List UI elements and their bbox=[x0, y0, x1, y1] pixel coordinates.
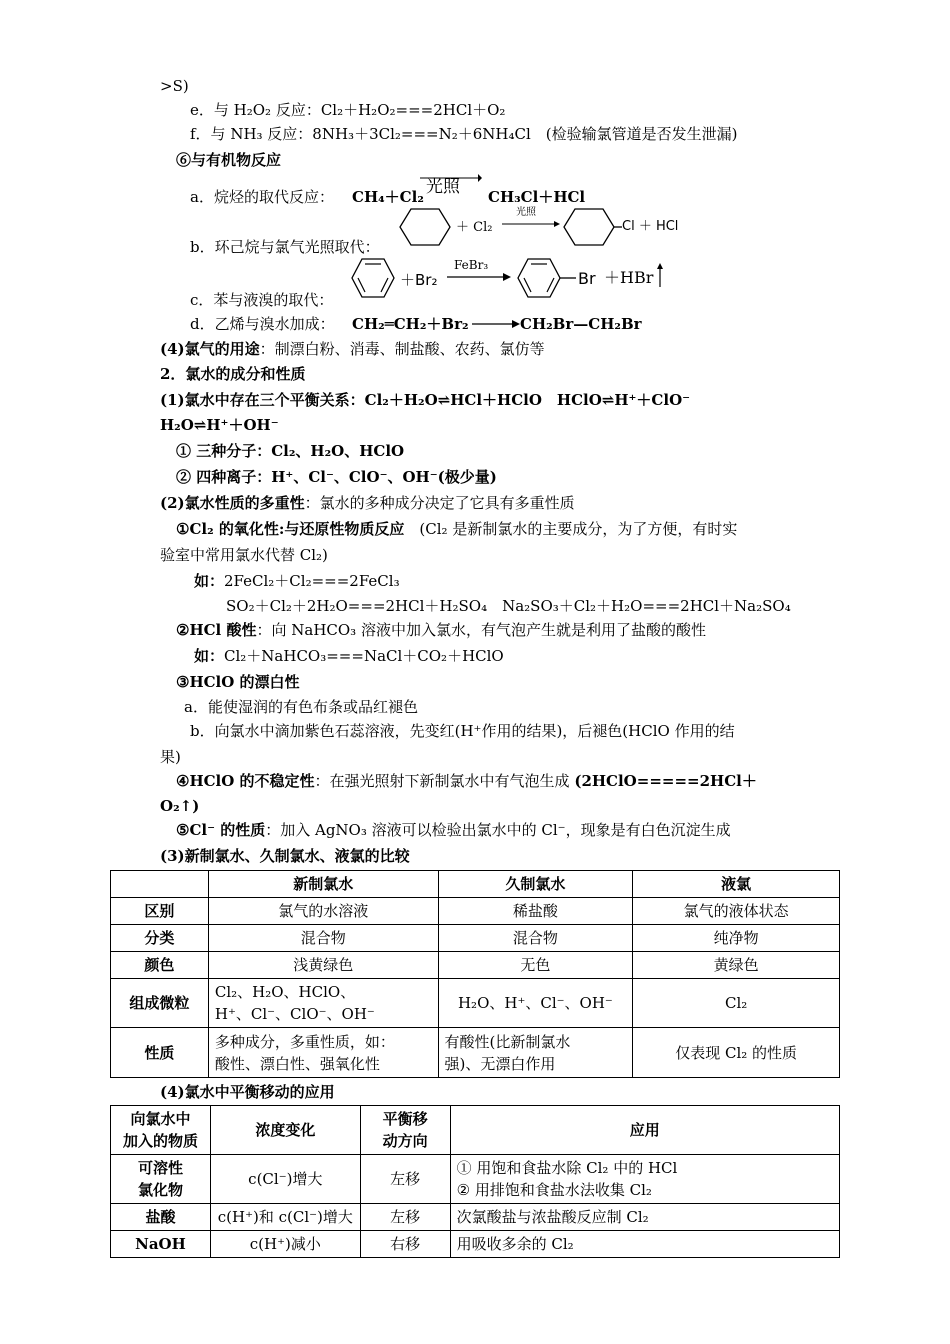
table-header-row bbox=[111, 871, 840, 898]
text-line: d．乙烯与溴水加成： bbox=[190, 315, 335, 333]
text-line: ② 四种离子：H⁺、Cl⁻、ClO⁻、OH⁻(极少量) bbox=[176, 468, 497, 486]
table-row bbox=[111, 1204, 840, 1231]
arrow-icon bbox=[472, 320, 520, 328]
column-header: 平衡移 动方向 bbox=[360, 1106, 450, 1155]
text-line: c．苯与液溴的取代： bbox=[190, 291, 334, 309]
text-line: SO₂＋Cl₂＋2H₂O===2HCl＋H₂SO₄ Na₂SO₃＋Cl₂＋H₂O===2HCl＋Na₂SO₄ bbox=[226, 597, 791, 615]
table-cell: 用吸收多余的 Cl₂ bbox=[450, 1231, 839, 1258]
text-line: b．环己烷与氯气光照取代： bbox=[190, 238, 380, 256]
text-line: a．烷烃的取代反应： bbox=[190, 188, 334, 206]
arrow-icon bbox=[447, 273, 511, 281]
column-header: 应用 bbox=[450, 1106, 839, 1155]
table-row bbox=[111, 1231, 840, 1258]
text-line bbox=[176, 519, 737, 539]
arrow-icon bbox=[502, 220, 560, 228]
text-line: (1)氯水中存在三个平衡关系：Cl₂＋H₂O⇌HCl＋HClO HClO⇌H⁺＋ClO⁻ bbox=[160, 391, 691, 409]
bold-label: 如： bbox=[194, 572, 225, 590]
table-cell: 有酸性(比新制氯水 强)、无漂白作用 bbox=[438, 1028, 633, 1078]
table-row bbox=[111, 925, 840, 952]
row-header-cell: 颜色 bbox=[111, 952, 209, 979]
chlorocyclohexane-structure bbox=[562, 207, 622, 247]
table-row bbox=[111, 1028, 840, 1078]
table-cell: 右移 bbox=[360, 1231, 450, 1258]
row-header-cell: 可溶性 氯化物 bbox=[111, 1155, 211, 1204]
benzene-structure bbox=[350, 257, 396, 299]
text-span: ：氯水的多种成分决定了它具有多重性质 bbox=[304, 494, 575, 512]
text-line bbox=[176, 620, 706, 640]
product-label: ＋HBr bbox=[604, 268, 654, 287]
table-cell: 浅黄绿色 bbox=[208, 952, 438, 979]
cyclohexane-structure bbox=[398, 207, 452, 247]
text-line: f．与 NH₃ 反应：8NH₃＋3Cl₂===N₂＋6NH₄Cl (检验输氯管道是否发生泄漏) bbox=[190, 125, 738, 143]
bold-label: ②HCl 酸性 bbox=[176, 621, 257, 639]
table-cell: c(H⁺)减小 bbox=[210, 1231, 360, 1258]
gas-arrow-icon bbox=[656, 263, 664, 287]
bold-label: ④HClO 的不稳定性 bbox=[176, 772, 315, 790]
row-header-cell: 区别 bbox=[111, 898, 209, 925]
text-line: e．与 H₂O₂ 反应：Cl₂＋H₂O₂===2HCl＋O₂ bbox=[190, 101, 506, 119]
bold-label: ⑤Cl⁻ 的性质 bbox=[176, 821, 266, 839]
text-span: (Cl₂ 是新制氯水的主要成分，为了方便，有时实 bbox=[404, 520, 738, 538]
equation-reactants: CH₂═CH₂＋Br₂ bbox=[352, 315, 469, 333]
bold-label: 如： bbox=[194, 647, 225, 665]
table-cell: 混合物 bbox=[438, 925, 633, 952]
text-line: O₂↑) bbox=[160, 797, 200, 815]
table-cell: c(H⁺)和 c(Cl⁻)增大 bbox=[210, 1204, 360, 1231]
column-header bbox=[111, 871, 209, 898]
section-heading: 2．氯水的成分和性质 bbox=[160, 365, 306, 383]
row-header-cell: 盐酸 bbox=[111, 1204, 211, 1231]
table-cell: Cl₂、H₂O、HClO、 H⁺、Cl⁻、ClO⁻、OH⁻ bbox=[208, 979, 438, 1028]
reagent-label: ＋Br₂ bbox=[400, 271, 438, 289]
table-cell: 左移 bbox=[360, 1204, 450, 1231]
equation-products: CH₃Cl＋HCl bbox=[488, 188, 586, 206]
section-heading: (3)新制氯水、久制氯水、液氯的比较 bbox=[160, 847, 410, 865]
equation-reactants: CH₄＋Cl₂ bbox=[352, 188, 424, 206]
table-cell: 无色 bbox=[438, 952, 633, 979]
table-cell: 次氯酸盐与浓盐酸反应制 Cl₂ bbox=[450, 1204, 839, 1231]
bold-equation: (2HClO=====2HCl＋ bbox=[574, 772, 757, 790]
text-span: ：加入 AgNO₃ 溶液可以检验出氯水中的 Cl⁻，现象是有白色沉淀生成 bbox=[265, 821, 731, 839]
equation-products: CH₂Br—CH₂Br bbox=[520, 315, 642, 333]
table-cell: c(Cl⁻)增大 bbox=[210, 1155, 360, 1204]
product-label: Br bbox=[578, 269, 596, 288]
column-header: 浓度变化 bbox=[210, 1106, 360, 1155]
bromobenzene-structure bbox=[516, 257, 578, 299]
text-line: a．能使湿润的有色布条或品红褪色 bbox=[184, 698, 418, 716]
text-line bbox=[176, 820, 731, 840]
bold-label: ①Cl₂ 的氧化性:与还原性物质反应 bbox=[176, 520, 405, 538]
table-cell: 黄绿色 bbox=[633, 952, 840, 979]
equilibrium-table bbox=[110, 1105, 840, 1258]
table-cell: 纯净物 bbox=[633, 925, 840, 952]
text-line bbox=[194, 646, 504, 666]
row-header-cell: 组成微粒 bbox=[111, 979, 209, 1028]
reaction-condition: 光照 bbox=[426, 177, 460, 197]
text-span: ：制漂白粉、消毒、制盐酸、农药、氯仿等 bbox=[259, 340, 545, 358]
table-row bbox=[111, 979, 840, 1028]
subheading: ⑥与有机物反应 bbox=[176, 151, 282, 169]
text-span: ：向 NaHCO₃ 溶液中加入氯水，有气泡产生就是利用了盐酸的酸性 bbox=[256, 621, 706, 639]
text-span: 2FeCl₂＋Cl₂===2FeCl₃ bbox=[224, 572, 400, 590]
text-span: ：在强光照射下新制氯水中有气泡生成 bbox=[314, 772, 570, 790]
reagent-label: ＋ Cl₂ bbox=[456, 220, 493, 235]
text-line bbox=[176, 771, 757, 791]
reaction-condition: FeBr₃ bbox=[454, 258, 489, 272]
table-row bbox=[111, 898, 840, 925]
column-header: 向氯水中 加入的物质 bbox=[111, 1106, 211, 1155]
text-line: H₂O⇌H⁺＋OH⁻ bbox=[160, 416, 279, 434]
text-line bbox=[160, 493, 575, 513]
reaction-condition: 光照 bbox=[516, 207, 536, 218]
section-heading: (4)氯水中平衡移动的应用 bbox=[160, 1083, 335, 1101]
text-span: Cl₂＋NaHCO₃===NaCl＋CO₂＋HClO bbox=[224, 647, 504, 665]
bold-label: (4)氯气的用途 bbox=[160, 340, 260, 358]
table-cell: 混合物 bbox=[208, 925, 438, 952]
table-cell: 仅表现 Cl₂ 的性质 bbox=[633, 1028, 840, 1078]
row-header-cell: NaOH bbox=[111, 1231, 211, 1258]
text-line: ① 三种分子：Cl₂、H₂O、HClO bbox=[176, 442, 405, 460]
table-cell: 多种成分，多重性质，如： 酸性、漂白性、强氧化性 bbox=[208, 1028, 438, 1078]
bold-label: (2)氯水性质的多重性 bbox=[160, 494, 305, 512]
comparison-table bbox=[110, 870, 840, 1078]
table-cell: Cl₂ bbox=[633, 979, 840, 1028]
table-row bbox=[111, 952, 840, 979]
column-header: 新制氯水 bbox=[208, 871, 438, 898]
text-line bbox=[194, 571, 400, 591]
column-header: 液氯 bbox=[633, 871, 840, 898]
table-cell: 氯气的水溶液 bbox=[208, 898, 438, 925]
table-header-row bbox=[111, 1106, 840, 1155]
row-header-cell: 性质 bbox=[111, 1028, 209, 1078]
text-line: 验室中常用氯水代替 Cl₂) bbox=[160, 546, 328, 564]
text-line: b．向氯水中滴加紫色石蕊溶液，先变红(H⁺作用的结果)，后褪色(HClO 作用的结 bbox=[190, 722, 735, 740]
subheading: ③HClO 的漂白性 bbox=[176, 673, 300, 691]
column-header: 久制氯水 bbox=[438, 871, 633, 898]
row-header-cell: 分类 bbox=[111, 925, 209, 952]
table-cell: 左移 bbox=[360, 1155, 450, 1204]
table-cell: 稀盐酸 bbox=[438, 898, 633, 925]
table-cell: ① 用饱和食盐水除 Cl₂ 中的 HCl ② 用排饱和食盐水法收集 Cl₂ bbox=[450, 1155, 839, 1204]
table-cell: 氯气的液体状态 bbox=[633, 898, 840, 925]
arrow-icon bbox=[420, 174, 482, 182]
text-line: 果) bbox=[160, 748, 181, 766]
text-line bbox=[160, 339, 545, 359]
table-row bbox=[111, 1155, 840, 1204]
table-cell: H₂O、H⁺、Cl⁻、OH⁻ bbox=[438, 979, 633, 1028]
text-line: >S) bbox=[160, 77, 189, 95]
product-label: Cl ＋ HCl bbox=[622, 219, 679, 234]
